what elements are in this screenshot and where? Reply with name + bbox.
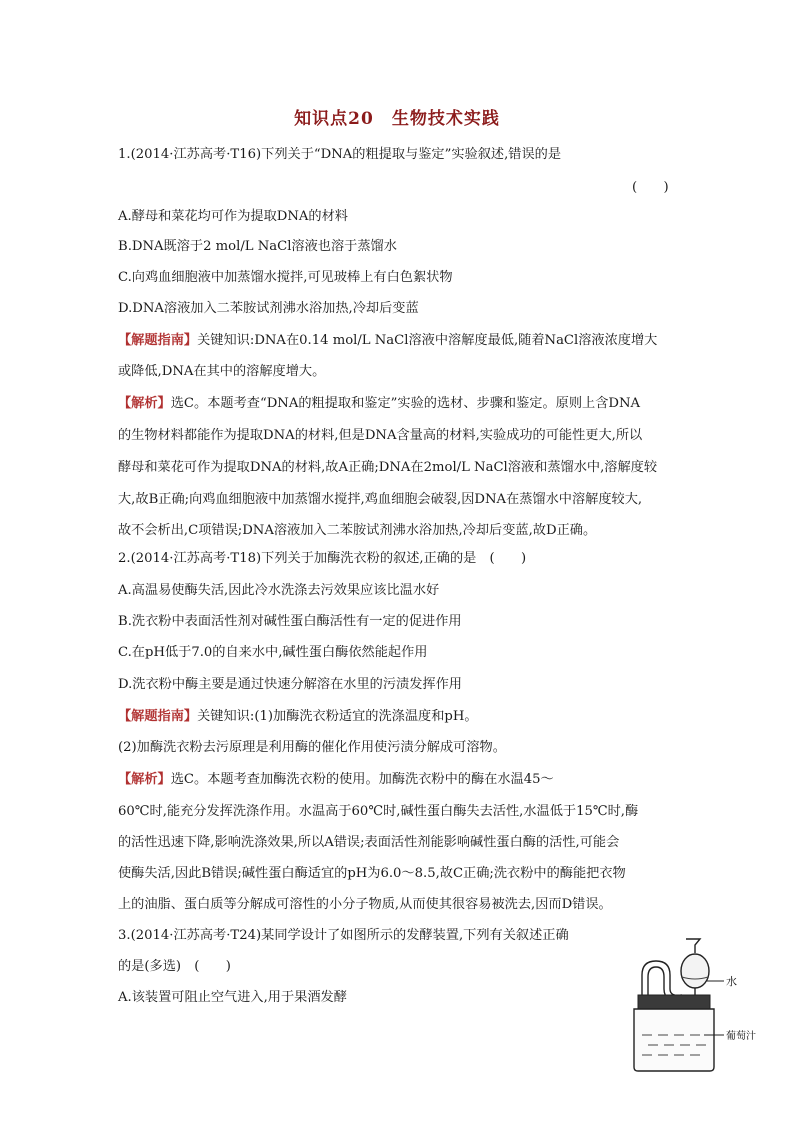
q1-guide-line-2: 或降低,DNA在其中的溶解度增大。 xyxy=(118,364,326,379)
q1-option-b: B.DNA既溶于2 mol/L NaCl溶液也溶于蒸馏水 xyxy=(118,239,397,254)
q1-analysis-line-3: 酵母和菜花可作为提取DNA的材料,故A正确;DNA在2mol/L NaCl溶液和蒸馏水中,溶解度较 xyxy=(118,460,658,475)
q1-analysis-line-5: 故不会析出,C项错误;DNA溶液加入二苯胺试剂沸水浴加热,冷却后变蓝,故D正确。 xyxy=(118,523,597,538)
q1-analysis-line-4: 大,故B正确;向鸡血细胞液中加蒸馏水搅拌,鸡血细胞会破裂,因DNA在蒸馏水中溶解度较大, xyxy=(118,492,643,507)
q2-stem: 2.(2014·江苏高考·T18)下列关于加酶洗衣粉的叙述,正确的是 ( ) xyxy=(118,551,527,566)
q1-guide-text-1: 关键知识:DNA在0.14 mol/L NaCl溶液中溶解度最低,随着NaCl溶液浓度增大 xyxy=(197,333,658,348)
q2-analysis-line-2: 60℃时,能充分发挥洗涤作用。水温高于60℃时,碱性蛋白酶失去活性,水温低于15℃时,酶 xyxy=(118,804,639,819)
q2-analysis-line-3: 的活性迅速下降,影响洗涤效果,所以A错误;表面活性剂能影响碱性蛋白酶的活性,可能会 xyxy=(118,835,620,850)
q2-option-d: D.洗衣粉中酶主要是通过快速分解溶在水里的污渍发挥作用 xyxy=(118,677,462,692)
q1-analysis-line-2: 的生物材料都能作为提取DNA的材料,但是DNA含量高的材料,实验成功的可能性更大,所以 xyxy=(118,428,643,443)
q2-guide-line-1 xyxy=(118,708,478,726)
q1-option-a: A.酵母和菜花均可作为提取DNA的材料 xyxy=(118,209,348,224)
q1-stem: 1.(2014·江苏高考·T16)下列关于“DNA的粗提取与鉴定”实验叙述,错误的是 xyxy=(118,147,562,162)
q2-guide-label: 【解题指南】 xyxy=(118,709,198,724)
q3-option-a: A.该装置可阻止空气进入,用于果酒发酵 xyxy=(118,990,347,1005)
q2-analysis-label: 【解析】 xyxy=(118,772,171,787)
figure-label-grape-juice: 葡萄汁 xyxy=(726,1031,756,1042)
q1-guide-line-1 xyxy=(118,332,657,350)
figure-label-water: 水 xyxy=(726,975,737,988)
q2-guide-line-2: (2)加酶洗衣粉去污原理是利用酶的催化作用使污渍分解成可溶物。 xyxy=(118,740,506,755)
q1-analysis-text-1: 选C。本题考查“DNA的粗提取和鉴定”实验的选材、步骤和鉴定。原则上含DNA xyxy=(170,396,641,411)
q1-option-d: D.DNA溶液加入二苯胺试剂沸水浴加热,冷却后变蓝 xyxy=(118,301,419,316)
q3-stem-line-2: 的是(多选) ( ) xyxy=(118,959,231,974)
q2-analysis-text-1: 选C。本题考查加酶洗衣粉的使用。加酶洗衣粉中的酶在水温45～ xyxy=(170,772,554,787)
page-title: 知识点20 生物技术实践 xyxy=(294,109,500,129)
q2-analysis-line-1 xyxy=(118,771,554,789)
q2-option-b: B.洗衣粉中表面活性剂对碱性蛋白酶活性有一定的促进作用 xyxy=(118,614,462,629)
q3-stem-line-1: 3.(2014·江苏高考·T24)某同学设计了如图所示的发酵装置,下列有关叙述正确 xyxy=(118,928,569,943)
q2-option-c: C.在pH低于7.0的自来水中,碱性蛋白酶依然能起作用 xyxy=(118,645,428,660)
fermentation-apparatus-figure xyxy=(620,935,770,1075)
q2-analysis-line-5: 上的油脂、蛋白质等分解成可溶性的小分子物质,从而使其很容易被洗去,因而D错误。 xyxy=(118,897,612,912)
q2-option-a: A.高温易使酶失活,因此冷水洗涤去污效果应该比温水好 xyxy=(118,583,440,598)
q1-analysis-label: 【解析】 xyxy=(118,396,171,411)
q2-guide-text-1: 关键知识:(1)加酶洗衣粉适宜的洗涤温度和pH。 xyxy=(197,709,478,724)
q1-option-c: C.向鸡血细胞液中加蒸馏水搅拌,可见玻棒上有白色絮状物 xyxy=(118,270,453,285)
q2-analysis-line-4: 使酶失活,因此B错误;碱性蛋白酶适宜的pH为6.0～8.5,故C正确;洗衣粉中的酶能把衣物 xyxy=(118,866,626,881)
q1-analysis-line-1 xyxy=(118,395,640,413)
q1-answer-paren: ( ) xyxy=(632,180,669,195)
q1-guide-label: 【解题指南】 xyxy=(118,333,198,348)
